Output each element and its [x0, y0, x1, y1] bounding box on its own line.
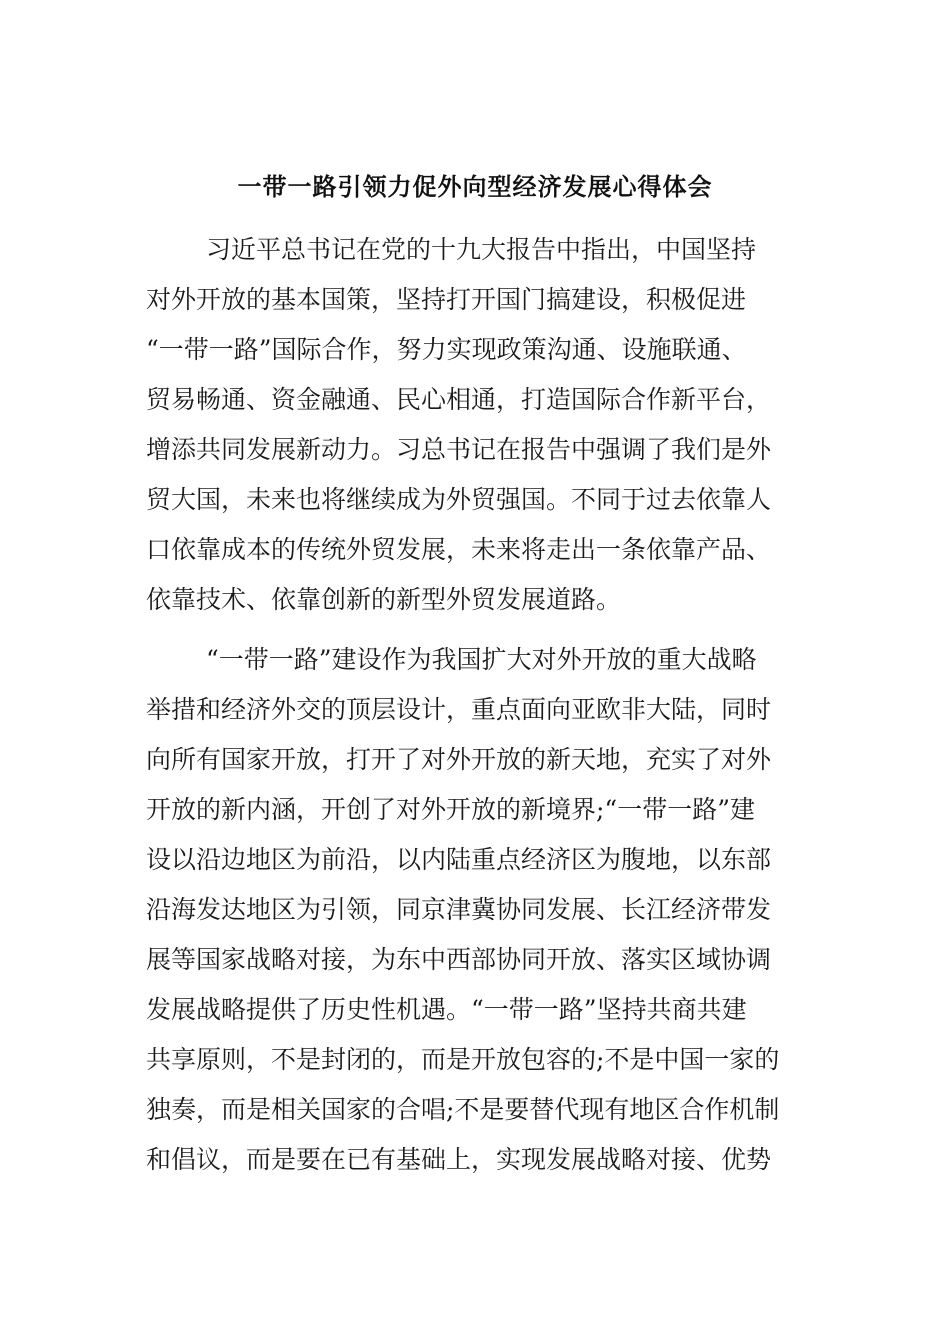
- paragraph-line: 对外开放的基本国策，坚持打开国门搞建设，积极促进: [146, 285, 747, 314]
- paragraph-line: 增添共同发展新动力。习总书记在报告中强调了我们是外: [146, 435, 772, 464]
- paragraph-line: 展等国家战略对接，为东中西部协同开放、落实区域协调: [146, 945, 772, 974]
- paragraph-line: 口依靠成本的传统外贸发展，未来将走出一条依靠产品、: [146, 535, 772, 564]
- paragraph-line: 沿海发达地区为引领，同京津冀协同发展、长江经济带发: [146, 895, 772, 924]
- paragraph-line: 独奏，而是相关国家的合唱;不是要替代现有地区合作机制: [146, 1095, 780, 1124]
- document-title: 一带一路引领力促外向型经济发展心得体会: [237, 173, 713, 201]
- paragraph-line: 设以沿边地区为前沿，以内陆重点经济区为腹地，以东部: [146, 845, 772, 874]
- paragraph-line: 习近平总书记在党的十九大报告中指出，中国坚持: [206, 235, 757, 264]
- paragraph-2: [146, 635, 806, 1185]
- paragraph-line: “一带一路”国际合作，努力实现政策沟通、设施联通、: [146, 335, 747, 364]
- paragraph-line: 贸大国，未来也将继续成为外贸强国。不同于过去依靠人: [146, 485, 772, 514]
- paragraph-line: 共享原则，不是封闭的，而是开放包容的;不是中国一家的: [146, 1045, 780, 1074]
- paragraph-line: 举措和经济外交的顶层设计，重点面向亚欧非大陆，同时: [146, 695, 772, 724]
- paragraph-line: 依靠技术、依靠创新的新型外贸发展道路。: [146, 585, 622, 614]
- paragraph-line: 贸易畅通、资金融通、民心相通，打造国际合作新平台，: [146, 385, 772, 414]
- paragraph-line: 和倡议，而是要在已有基础上，实现发展战略对接、优势: [146, 1145, 772, 1174]
- paragraph-line: “一带一路”建设作为我国扩大对外开放的重大战略: [206, 645, 757, 674]
- paragraph-line: 开放的新内涵，开创了对外开放的新境界;“一带一路”建: [146, 795, 755, 824]
- paragraph-1: [146, 225, 806, 625]
- paragraph-line: 发展战略提供了历史性机遇。“一带一路”坚持共商共建: [146, 995, 747, 1024]
- paragraph-line: 向所有国家开放，打开了对外开放的新天地，充实了对外: [146, 745, 772, 774]
